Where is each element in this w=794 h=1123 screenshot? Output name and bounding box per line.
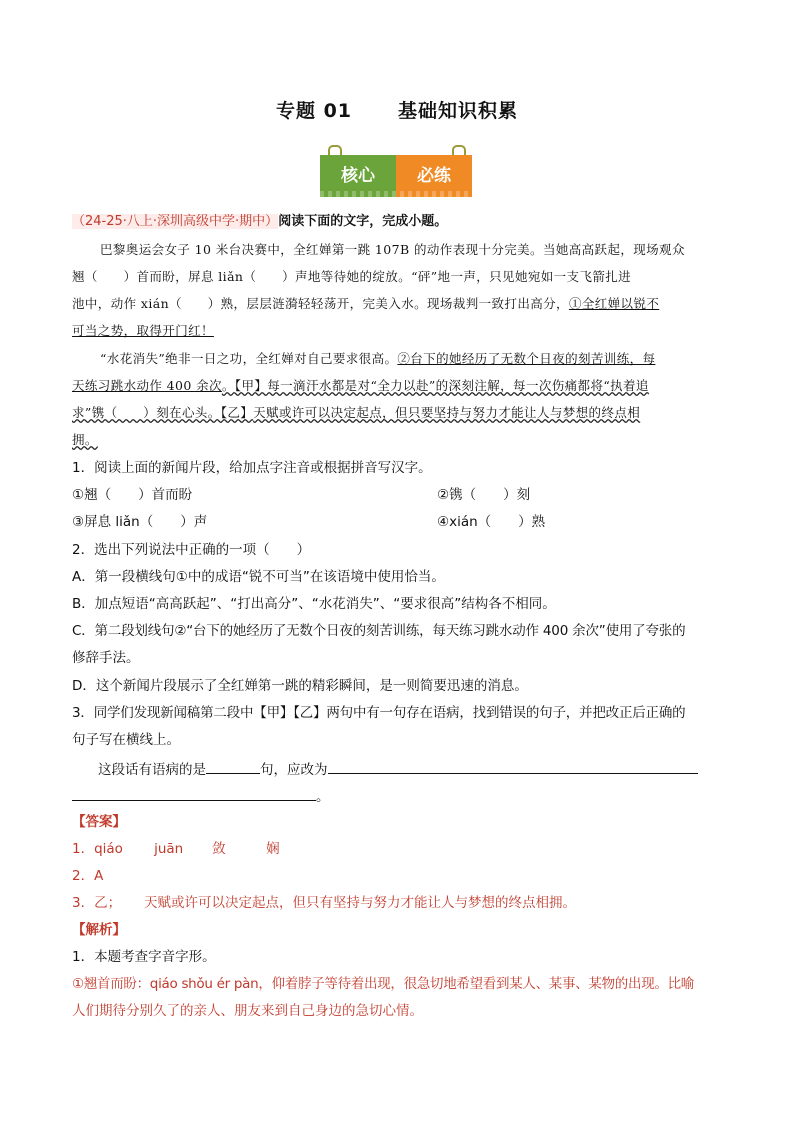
- q2-option-c-cont: 修辞手法。: [72, 650, 140, 666]
- q3-fill-line-2: [72, 786, 724, 807]
- badge-left: 核心: [320, 155, 396, 197]
- title-part1: 专题 01: [275, 100, 353, 122]
- page-title: [0, 96, 794, 123]
- q2-option-a: A．第一段横线句①中的成语“锐不可当”在该语境中使用恰当。: [72, 569, 445, 585]
- q3-stem-cont: 句子写在横线上。: [72, 732, 180, 748]
- answer-1-item: juān: [154, 841, 184, 857]
- q1-item-c: ③屏息 liǎn（ ）声: [72, 514, 208, 530]
- passage-p2-l4: [72, 430, 724, 450]
- passage-p1-l2: 翘（ ）首而盼，屏息 liǎn（ ）声地等待她的绽放。“砰”地一声，只见她宛如一支飞箭扎进: [72, 269, 632, 284]
- passage-p2-l1: [100, 349, 752, 369]
- q2-option-d: D．这个新闻片段展示了全红婵第一跳的精彩瞬间，是一则简要迅速的消息。: [72, 678, 528, 694]
- wavy-sentence-jia: 。【甲】每一滴汗水都是对“全力以赴”的深刻注解，每一次伤痛都将“执着追: [221, 378, 649, 393]
- passage-p2-l2: [72, 376, 724, 396]
- source-tag: （24-25·八上·深圳高级中学·期中）: [72, 214, 279, 229]
- answer-blank[interactable]: [206, 759, 260, 774]
- passage-p2-l1a: “水花消失”绝非一日之功，全红婵对自己要求很高。: [100, 351, 398, 366]
- answer-1-num: 1．: [72, 841, 95, 857]
- source-instruction: 阅读下面的文字，完成小题。: [278, 214, 448, 229]
- answer-2: 2．A: [72, 868, 104, 884]
- analysis-heading: 【解析】: [72, 922, 126, 938]
- answer-blank[interactable]: [72, 786, 316, 801]
- passage-p2-l3: [72, 403, 724, 423]
- passage-p1-l3: [72, 294, 724, 314]
- q3-fill-line: [98, 759, 750, 780]
- wavy-sentence-yi: 天赋或许可以决定起点，但只要坚持与努力才能让人与梦想的终点相: [253, 405, 641, 420]
- underlined-sentence-2: ②台下的她经历了无数个日夜的刻苦训练，每: [397, 351, 656, 366]
- answer-1: [72, 839, 724, 859]
- answer-1-item: 娴: [266, 841, 280, 857]
- underlined-sentence-1-end: 可当之势，取得开门红！: [72, 323, 214, 338]
- q3-fill-mid: 句，应改为: [260, 762, 328, 778]
- wavy-sentence-yi-end: 拥。: [72, 432, 98, 447]
- core-badge: [320, 155, 472, 197]
- q3-fill-end: 。: [316, 789, 330, 805]
- underlined-sentence-2-end: 天练习跳水动作 400 余次: [72, 378, 222, 393]
- analysis-2: ①翘首而盼：qiáo shǒu ér pàn，仰着脖子等待着出现，很急切地希望看到某人、某事、某物的出现。比喻: [72, 976, 694, 992]
- passage-p1-l4: [72, 321, 724, 341]
- q1-stem: 1．阅读上面的新闻片段，给加点字注音或根据拼音写汉字。: [72, 460, 432, 476]
- q3-stem: 3．同学们发现新闻稿第二段中【甲】【乙】两句中有一句存在语病，找到错误的句子，并把改正后正确的: [72, 705, 686, 721]
- wavy-sentence-jia-end: 求”镌（ ）刻在心头。【乙】: [72, 405, 254, 420]
- q1-item-d: ④xián（ ）熟: [437, 514, 546, 530]
- q1-item-b: ②镌（ ）刻: [437, 487, 531, 503]
- q2-option-b: B．加点短语“高高跃起”、“打出高分”、“水花消失”、“要求很高”结构各不相同。: [72, 596, 556, 612]
- q1-row1: [72, 485, 724, 505]
- analysis-3: 人们期待分别久了的亲人、朋友来到自己身边的急切心情。: [72, 1003, 423, 1019]
- answer-blank[interactable]: [328, 759, 698, 774]
- badge-stripe: [320, 191, 472, 197]
- answer-heading: 【答案】: [72, 814, 126, 830]
- passage-p1-l3a: 池中，动作 xián（ ）熟，层层涟漪轻轻荡开，完美入水。现场裁判一致打出高分，: [72, 296, 569, 311]
- underlined-sentence-1: ①全红婵以锐不: [568, 296, 660, 311]
- answer-3: [72, 893, 724, 913]
- answer-3-num: 3．乙；: [72, 895, 122, 911]
- source-line: [72, 212, 724, 232]
- q1-item-a: ①翘（ ）首而盼: [72, 487, 193, 503]
- badge-right: 必练: [396, 155, 472, 197]
- q3-fill-prefix: 这段话有语病的是: [98, 762, 206, 778]
- q1-row2: [72, 512, 724, 532]
- passage-p1-l1: 巴黎奥运会女子 10 米台决赛中，全红婵第一跳 107B 的动作表现十分完美。当她高高跃起，现场观众: [100, 242, 685, 257]
- analysis-1: 1．本题考查字音字形。: [72, 949, 216, 965]
- title-part2: 基础知识积累: [398, 100, 519, 122]
- answer-1-item: 敛: [212, 841, 226, 857]
- q2-stem: 2．选出下列说法中正确的一项（ ）: [72, 542, 311, 558]
- answer-1-item: qiáo: [94, 841, 123, 857]
- q2-option-c: C．第二段划线句②“台下的她经历了无数个日夜的刻苦训练，每天练习跳水动作 400 余次”使用了夸张的: [72, 623, 686, 639]
- answer-3-text: 天赋或许可以决定起点，但只有坚持与努力才能让人与梦想的终点相拥。: [144, 895, 576, 911]
